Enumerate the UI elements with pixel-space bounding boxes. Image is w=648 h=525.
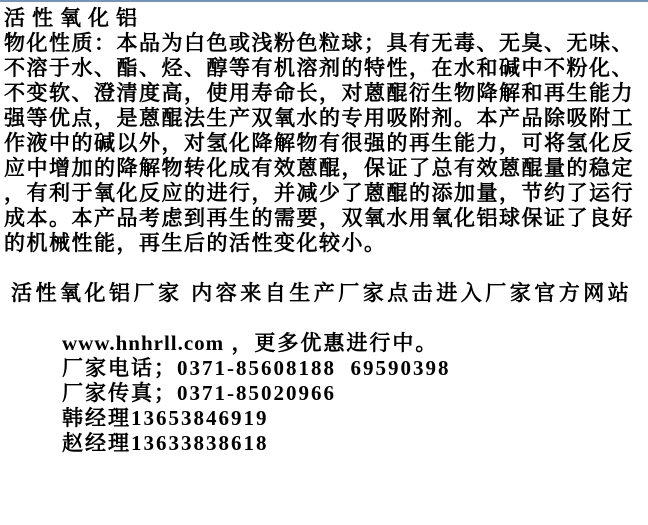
description-line: 成本。本产品考虑到再生的需要，双氧水用氧化铝球保证了良好 [4,206,634,230]
contact-name: 韩经理 [62,406,131,430]
blank-line [4,256,644,281]
product-description [0,2,648,455]
description-line: 应中增加的降解物转化成有效蒽醌，保证了总有效蒽醌量的稳定 [4,156,634,180]
website-link[interactable]: www.hnhrll.com [62,331,225,355]
description-line: 的机械性能，再生后的活性变化较小。 [4,231,387,255]
description-line: 不变软、澄清度高，使用寿命长，对蒽醌衍生物降解和再生能力 [4,81,634,105]
vendor-heading: 活性氧化铝厂家 内容来自生产厂家点击进入厂家官方网站 [11,281,633,305]
website-suffix: ，更多优惠进行中。 [224,331,439,355]
phone-label: 厂家电话； [62,356,177,380]
description-line: ，有利于氧化反应的进行，并减少了蒽醌的添加量，节约了运行 [4,181,634,205]
contact-phone: 13633838618 [131,431,269,455]
website-line [4,306,644,355]
page-title: 活性氧化铝 [4,6,144,30]
vendor-info [4,281,644,455]
fax-number: 0371-85020966 [177,381,336,405]
contact-name: 赵经理 [62,431,131,455]
fax-label: 厂家传真； [62,381,177,405]
description-line: 作液中的碱以外，对氢化降解物有很强的再生能力，可将氢化反 [4,131,634,155]
description-line: 强等优点，是蒽醌法生产双氧水的专用吸附剂。本产品除吸附工 [4,106,634,130]
phone-numbers: 0371-85608188 69590398 [177,356,451,380]
description-line: 不溶于水、酯、烃、醇等有机溶剂的特性，在水和碱中不粉化、 [4,56,634,80]
description-line: 物化性质：本品为白色或浅粉色粒球；具有无毒、无臭、无味、 [4,31,634,55]
contact-phone: 13653846919 [131,406,269,430]
